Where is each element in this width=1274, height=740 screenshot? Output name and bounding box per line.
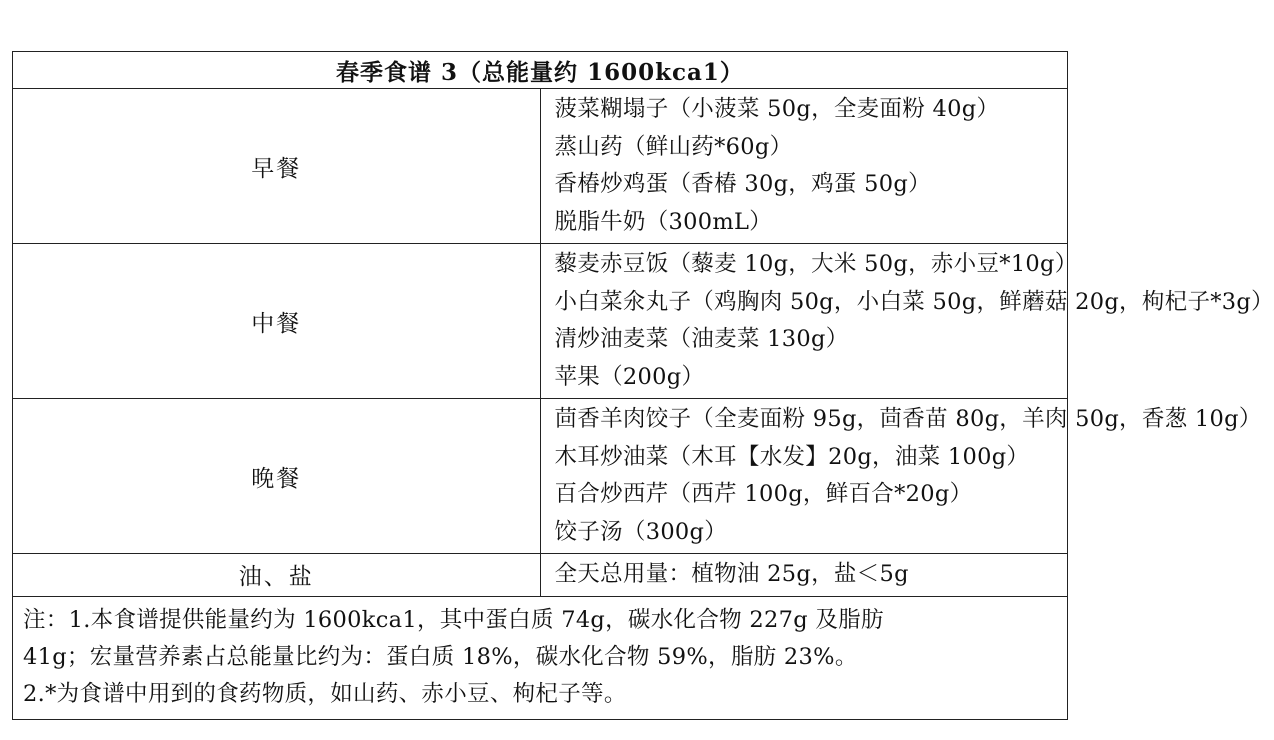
- notes-row: [13, 596, 1068, 719]
- oil-salt-row: [13, 554, 1068, 597]
- dish-item: 清炒油麦菜（油麦菜 130g）: [554, 326, 849, 352]
- dish-item: 脱脂牛奶（300mL）: [554, 208, 773, 235]
- dish-item: 蒸山药（鲜山药*60g）: [554, 133, 793, 160]
- dish-item: 菠菜糊塌子（小菠菜 50g，全麦面粉 40g）: [554, 96, 1000, 122]
- oil-salt-label: 油、盐: [13, 554, 541, 597]
- dish-list-dinner: [540, 399, 1262, 554]
- meal-row-breakfast: [13, 89, 1068, 244]
- meal-row-lunch: [13, 244, 1068, 399]
- note-line: 注：1.本食谱提供能量约为 1600kca1，其中蛋白质 74g，碳水化合物 227g 及脂肪: [23, 606, 884, 633]
- dish-item: 苹果（200g）: [554, 363, 705, 390]
- dish-item: 藜麦赤豆饭（藜麦 10g，大米 50g，赤小豆*10g）: [554, 251, 1078, 277]
- oil-salt-text: 全天总用量：植物油 25g，盐＜5g: [554, 561, 909, 587]
- dish-item: 饺子汤（300g）: [554, 518, 728, 545]
- dish-item: 茴香羊肉饺子（全麦面粉 95g，茴香苗 80g，羊肉 50g，香葱 10g）: [554, 406, 1262, 432]
- notes-cell: [13, 596, 1068, 719]
- dish-list-lunch: [540, 244, 1274, 399]
- meal-name-dinner: 晚餐: [13, 399, 541, 554]
- meal-name-lunch: 中餐: [13, 244, 541, 399]
- dish-item: 小白菜氽丸子（鸡胸肉 50g，小白菜 50g，鲜蘑菇 20g，枸杞子*3g）: [554, 288, 1274, 315]
- dish-item: 百合炒西芹（西芹 100g，鲜百合*20g）: [554, 481, 973, 507]
- dish-list-breakfast: [540, 89, 1068, 244]
- table-title: 春季食谱 3（总能量约 1600kca1）: [13, 52, 1068, 89]
- dish-item: 香椿炒鸡蛋（香椿 30g，鸡蛋 50g）: [554, 171, 931, 197]
- note-line: 41g；宏量营养素占总能量比约为：蛋白质 18%，碳水化合物 59%，脂肪 23%。: [23, 643, 858, 670]
- oil-salt-cell: [540, 554, 1068, 597]
- meal-name-breakfast: 早餐: [13, 89, 541, 244]
- recipe-table: [12, 51, 1274, 720]
- meal-row-dinner: [13, 399, 1068, 554]
- note-line: 2.*为食谱中用到的食药物质，如山药、赤小豆、枸杞子等。: [23, 680, 627, 707]
- dish-item: 木耳炒油菜（木耳【水发】20g，油菜 100g）: [554, 443, 1030, 470]
- title-row: [13, 52, 1068, 89]
